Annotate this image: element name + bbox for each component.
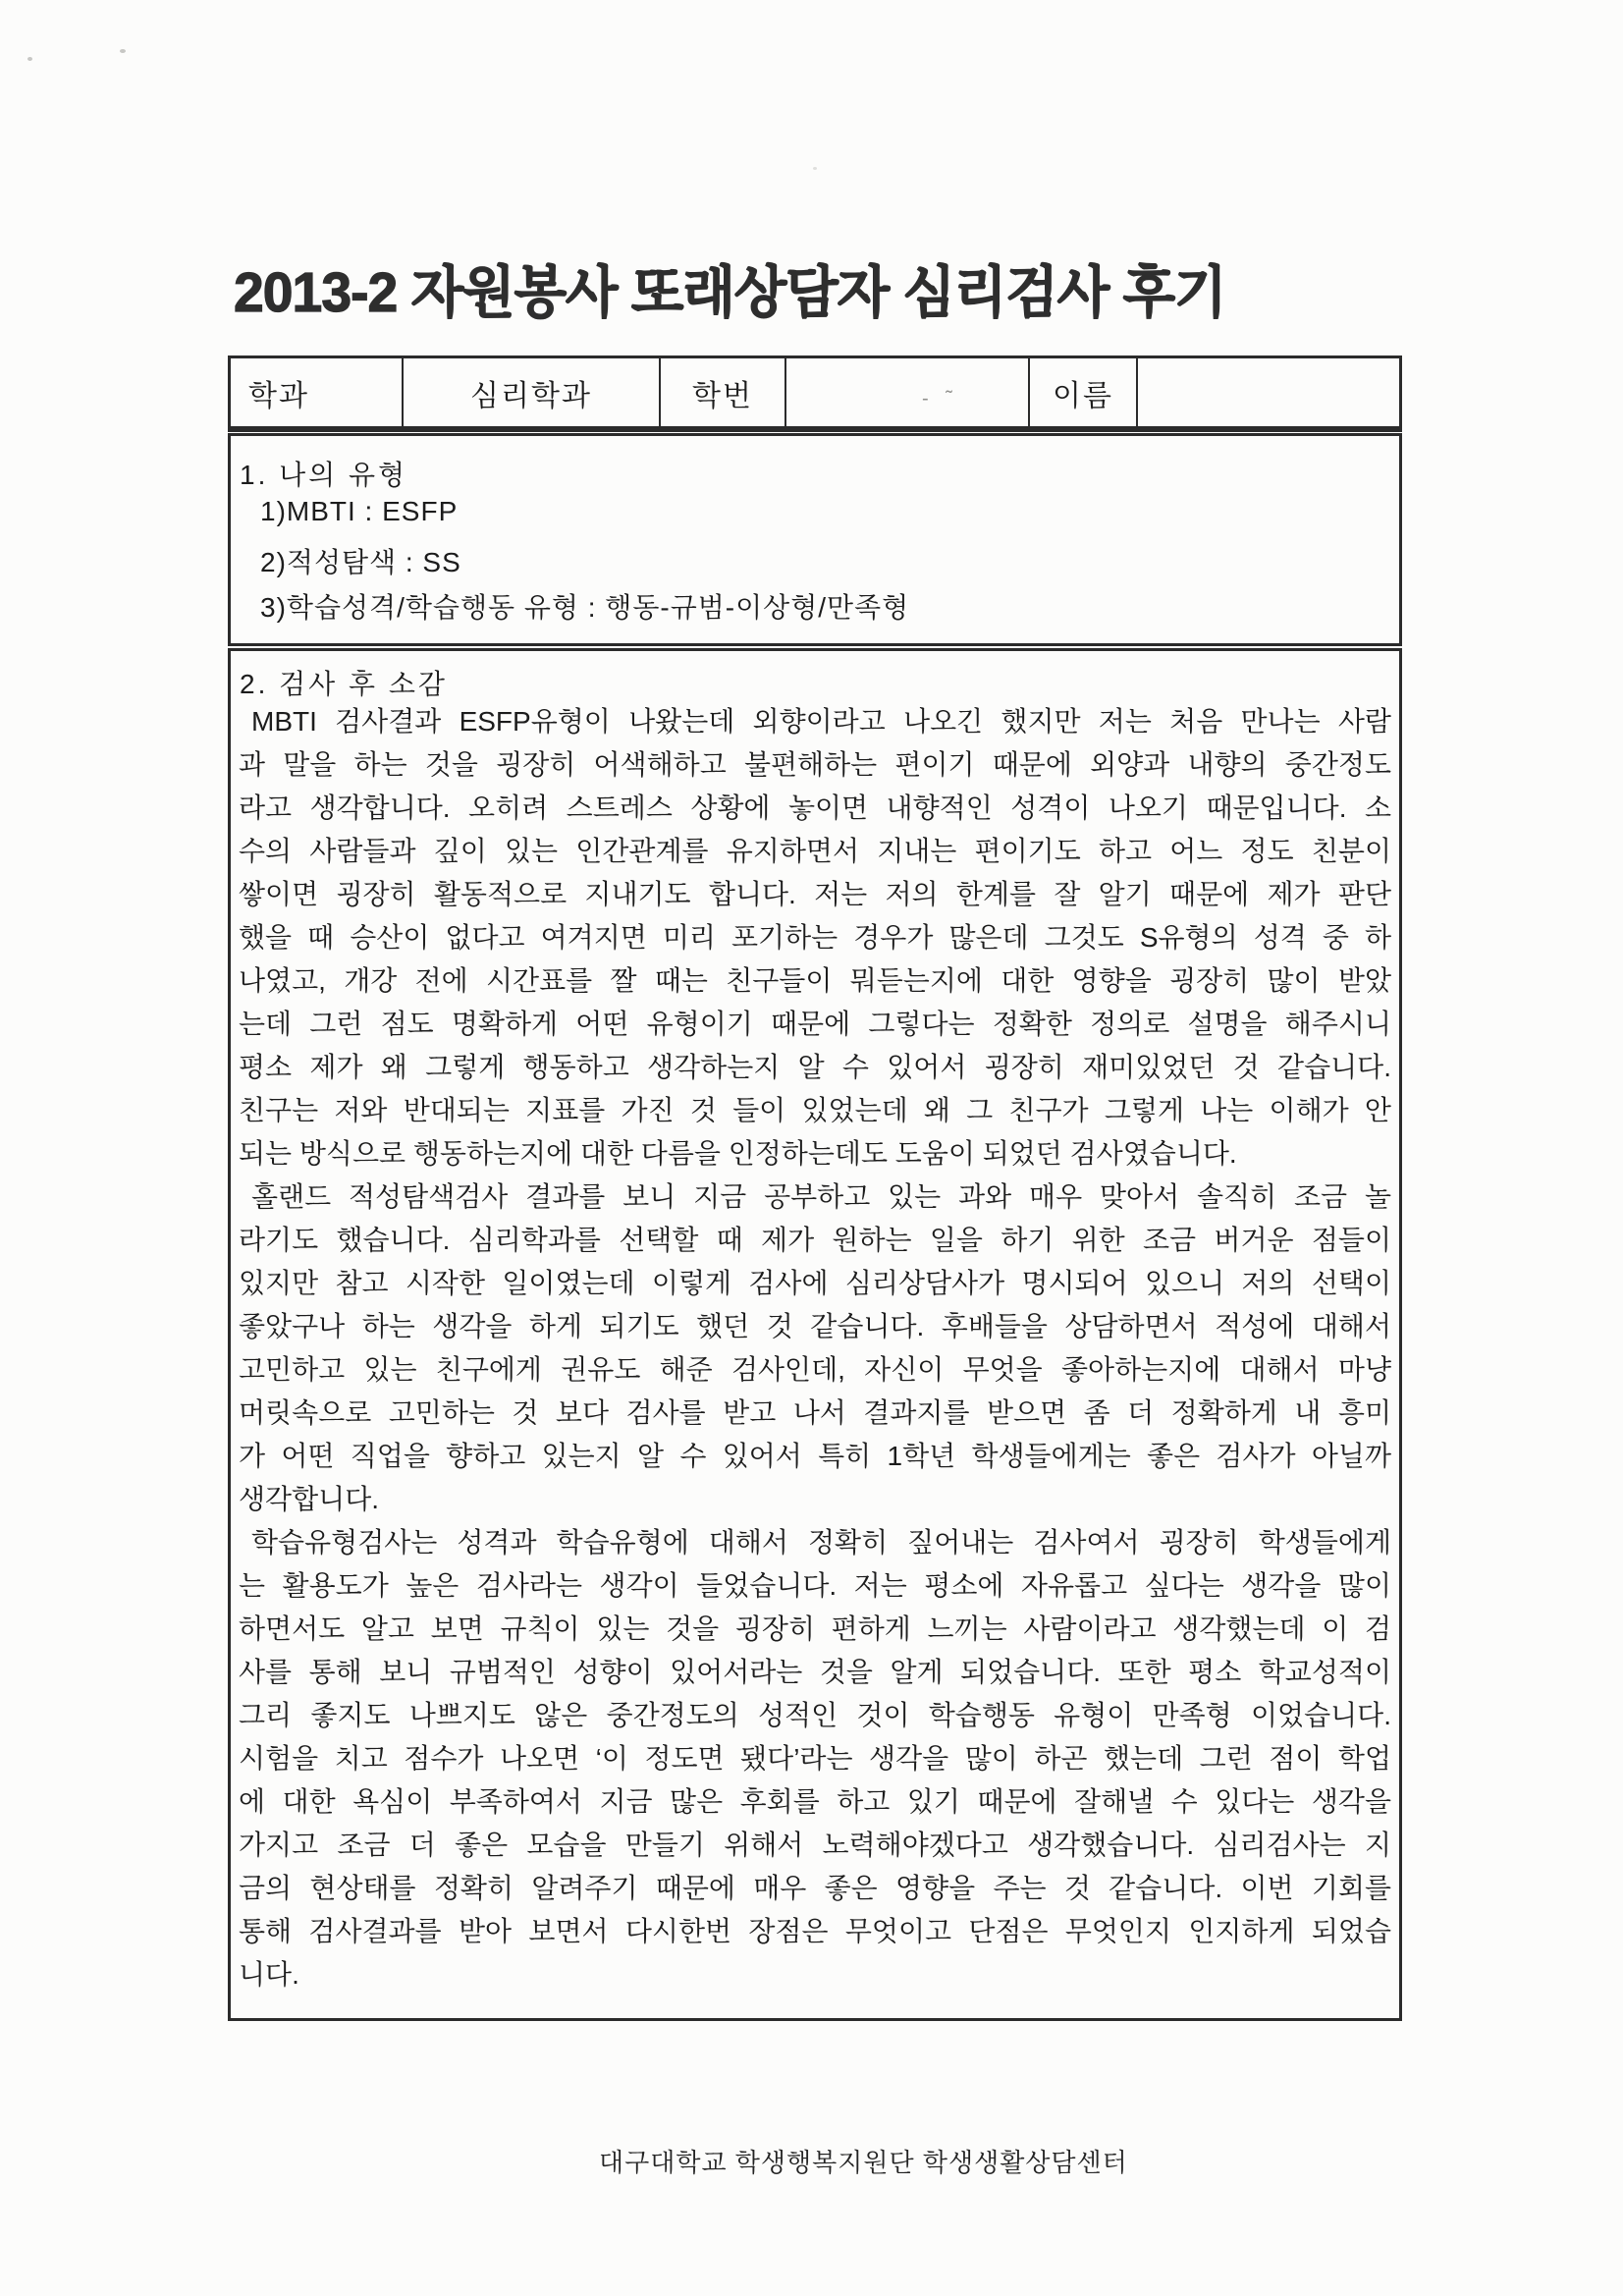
essay-line: 생각합니다. [239, 1484, 380, 1514]
essay-line: 하면서도 알고 보면 규칙이 있는 것을 굉장히 편하게 느끼는 사람이라고 생각했는데 이 검 [239, 1613, 1391, 1644]
essay-line: 친구는 저와 반대되는 지표를 가진 것 들이 있었는데 왜 그 친구가 그렇게 나는 이해가 안 [239, 1095, 1391, 1125]
section2-heading: 2. 검사 후 소감 [240, 669, 448, 699]
essay-line: 홀랜드 적성탐색검사 결과를 보니 지금 공부하고 있는 과와 매우 맞아서 솔직히 조금 놀 [251, 1181, 1391, 1212]
essay-line: 쌓이면 굉장히 활동적으로 지내기도 합니다. 저는 저의 한계를 잘 알기 때문에 제가 판단 [239, 879, 1391, 909]
section1-heading: 1. 나의 유형 [240, 460, 408, 490]
essay-lines [239, 700, 1391, 1996]
essay-line: MBTI 검사결과 ESFP유형이 나왔는데 외향이라고 나오긴 했지만 저는 처음 만나는 사람 [251, 706, 1391, 737]
name-label: 이름 [1030, 358, 1138, 426]
essay-line: 있지만 참고 시작한 일이였는데 이렇게 검사에 심리상담사가 명시되어 있으니 저의 선택이 [239, 1268, 1391, 1298]
essay-line: 수의 사람들과 깊이 있는 인간관계를 유지하면서 지내는 편이기도 하고 어느 정도 친분이 [239, 836, 1391, 866]
essay-line: 통해 검사결과를 받아 보면서 다시한번 장점은 무엇이고 단점은 무엇인지 인지하게 되었습 [239, 1916, 1391, 1946]
essay-line: 과 말을 하는 것을 굉장히 어색해하고 불편해하는 편이기 때문에 외양과 내향의 중간정도 [239, 749, 1391, 780]
dept-label: 학과 [231, 358, 404, 426]
scan-speck [27, 57, 32, 61]
mbti-result: 1)MBTI : ESFP [260, 496, 459, 526]
student-info-table [228, 355, 1402, 432]
essay-line: 사를 통해 보니 규범적인 성향이 있어서라는 것을 알게 되었습니다. 또한 평소 학교성적이 [239, 1657, 1391, 1687]
section-my-type [228, 433, 1402, 646]
document-title: 2013-2 자원봉사 또래상담자 심리검사 후기 [234, 261, 1226, 324]
essay-line: 학습유형검사는 성격과 학습유형에 대해서 정확히 짚어내는 검사여서 굉장히 학생들에게 [251, 1527, 1391, 1558]
learning-type-result: 3)학습성격/학습행동 유형 : 행동-규범-이상형/만족형 [260, 592, 910, 623]
redacted-id-mark: - ˜ [922, 388, 958, 410]
footer-org-name: 대구대학교 학생행복지원단 학생생활상담센터 [599, 2148, 1128, 2177]
essay-line: 좋았구나 하는 생각을 하게 되기도 했던 것 같습니다. 후배들을 상담하면서 적성에 대해서 [239, 1311, 1391, 1341]
essay-line: 에 대한 욕심이 부족하여서 지금 많은 후회를 하고 있기 때문에 잘해낼 수 있다는 생각을 [239, 1786, 1391, 1817]
essay-line: 는데 그런 점도 명확하게 어떤 유형이기 때문에 그렇다는 정확한 정의로 설명을 해주시니 [239, 1009, 1391, 1039]
essay-line: 그리 좋지도 나쁘지도 않은 중간정도의 성적인 것이 학습행동 유형이 만족형 이었습니다. [239, 1700, 1391, 1730]
essay-line: 머릿속으로 고민하는 것 보다 검사를 받고 나서 결과지를 받으면 좀 더 정확하게 내 흥미 [239, 1397, 1391, 1428]
essay-line: 시험을 치고 점수가 나오면 ‘이 정도면 됐다’라는 생각을 많이 하곤 했는데 그런 점이 학업 [239, 1743, 1391, 1774]
essay-line: 고민하고 있는 친구에게 권유도 해준 검사인데, 자신이 무엇을 좋아하는지에 대해서 마냥 [239, 1354, 1391, 1385]
essay-line: 금의 현상태를 정확히 알려주기 때문에 매우 좋은 영향을 주는 것 같습니다. 이번 기회를 [239, 1873, 1391, 1903]
dept-value: 심리학과 [404, 358, 661, 426]
essay-line: 되는 방식으로 행동하는지에 대한 다름을 인정하는데도 도움이 되었던 검사였습니다. [239, 1138, 1237, 1169]
section-impressions [228, 648, 1402, 2021]
scan-speck [813, 167, 817, 170]
aptitude-result: 2)적성탐색 : SS [260, 547, 461, 577]
name-value [1138, 358, 1399, 426]
essay-line: 했을 때 승산이 없다고 여겨지면 미리 포기하는 경우가 많은데 그것도 S유형의 성격 중 하 [239, 922, 1391, 953]
essay-line: 는 활용도가 높은 검사라는 생각이 들었습니다. 저는 평소에 자유롭고 싶다는 생각을 많이 [239, 1570, 1391, 1601]
essay-line: 라기도 했습니다. 심리학과를 선택할 때 제가 원하는 일을 하기 위한 조금 버거운 점들이 [239, 1225, 1391, 1255]
essay-line: 라고 생각합니다. 오히려 스트레스 상황에 놓이면 내향적인 성격이 나오기 때문입니다. 소 [239, 793, 1391, 823]
scan-speck [120, 49, 126, 53]
student-id-value [786, 358, 1030, 426]
essay-line: 니다. [239, 1959, 299, 1990]
essay-line: 가 어떤 직업을 향하고 있는지 알 수 있어서 특히 1학년 학생들에게는 좋은 검사가 아닐까 [239, 1441, 1391, 1471]
essay-line: 평소 제가 왜 그렇게 행동하고 생각하는지 알 수 있어서 굉장히 재미있었던 것 같습니다. [239, 1052, 1391, 1082]
essay-line: 가지고 조금 더 좋은 모습을 만들기 위해서 노력해야겠다고 생각했습니다. 심리검사는 지 [239, 1830, 1391, 1860]
essay-line: 나였고, 개강 전에 시간표를 짤 때는 친구들이 뭐듣는지에 대한 영향을 굉장히 많이 받았 [239, 965, 1391, 996]
student-id-label: 학번 [661, 358, 786, 426]
